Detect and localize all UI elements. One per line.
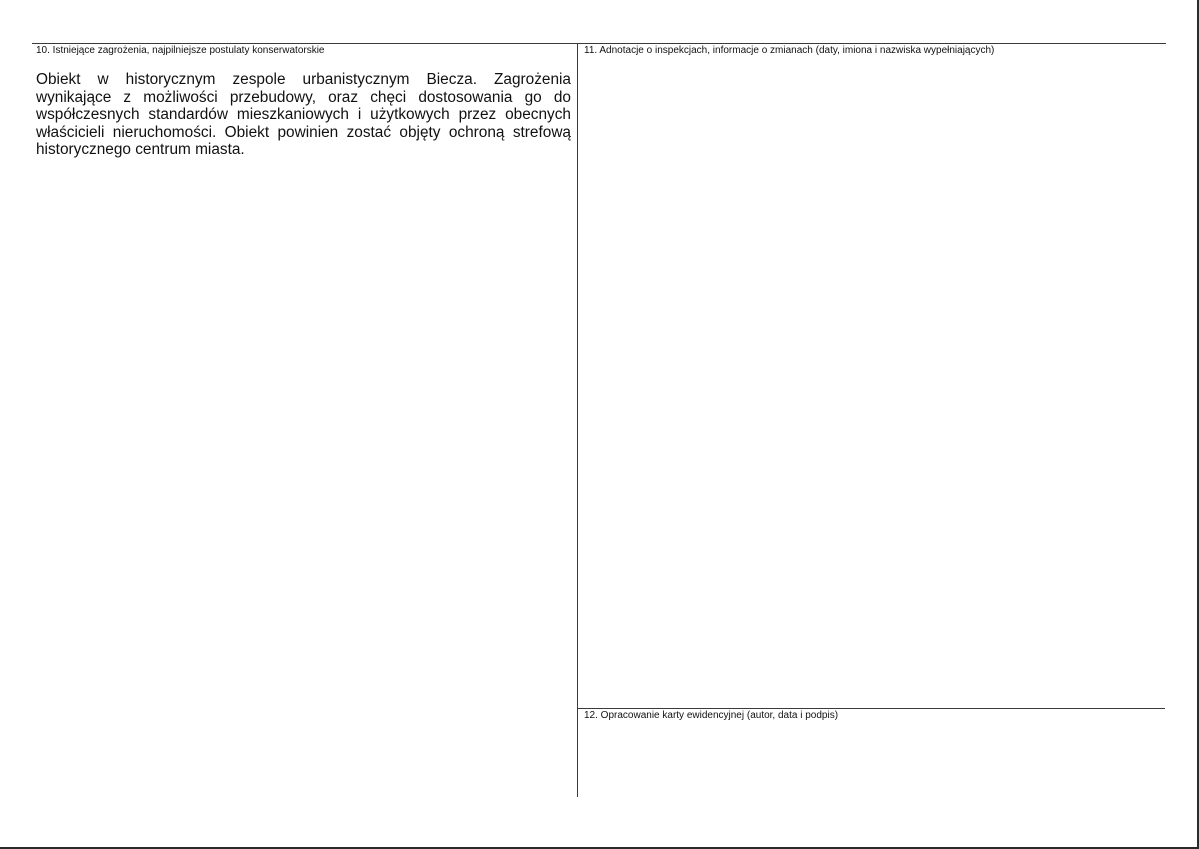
column-divider (577, 43, 578, 797)
section-12-divider (577, 708, 1165, 709)
section-12-heading: 12. Opracowanie karty ewidencyjnej (autor, data i podpis) (584, 710, 839, 721)
section-10-text: Obiekt w historycznym zespole urbanistycznym Biecza. Zagrożenia wynikające z możliwości przebudowy, oraz chęci dostosowania go do współczesnych standardów mieszkaniowych i użytkowych przez obecnych właścicieli nieruchomości. Obiekt powinien zostać objęty ochroną strefową historycznego centrum miasta. (36, 71, 571, 158)
top-divider (32, 43, 1166, 44)
section-11-heading: 11. Adnotacje o inspekcjach, informacje o zmianach (daty, imiona i nazwiska wypełniających) (584, 45, 995, 56)
section-10-heading: 10. Istniejące zagrożenia, najpilniejsze postulaty konserwatorskie (36, 45, 325, 56)
